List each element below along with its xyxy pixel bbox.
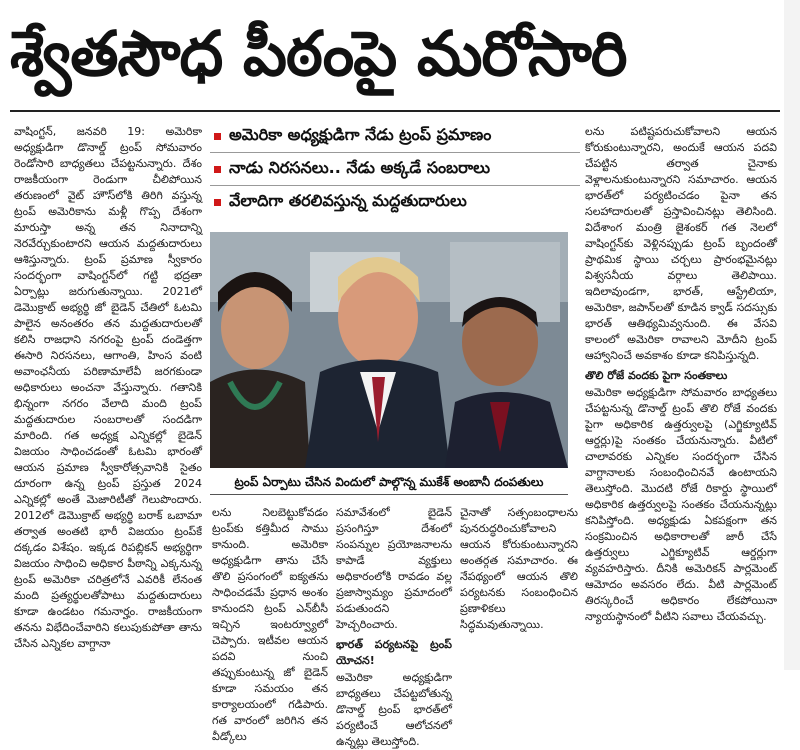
left-column <box>14 124 202 662</box>
deck-text: అమెరికా అధ్యక్షుడిగా నేడు ట్రంప్ ప్రమాణం <box>229 124 492 144</box>
bottom-column-2-text: సమావేశంలో బైడెన్ ప్రసంగిస్తూ దేశంలో సంపన్నుల ప్రయోజనాలను కాపాడే వ్యక్తులు అధికారంలోకి రావడం వల్ల ప్రజాస్వామ్యం ప్రమాదంలో పడుతుందని హెచ్చరించారు. <box>336 506 452 631</box>
news-photo <box>210 232 568 468</box>
right-column-text-after: అమెరికా అధ్యక్షుడిగా సోమవారం బాధ్యతలు చేపట్టనున్న డొనాల్డ్ ట్రంప్ తొలి రోజే వందకు పైగా అధికారిక ఉత్తర్వులపై (ఎగ్జిక్యూటివ్ ఆర్డర్లు)పై సంతకం చేయనున్నారు. వీటిలో చాలావరకు ఎన్నికల సందర్భంగా చేసిన వాగ్దానాలకు సంబంధించినవే ఉంటాయని తెలుస్తోంది. మొదటి రోజే రికార్డు స్థాయిలో అధికారిక ఉత్తర్వులపై సంతకం చేయనున్నట్లు కనిపిస్తోంది. అధ్యక్షుడు ఏకపక్షంగా తన సంక్రమించిన అధికారాలతో జారీ చేసే ఉత్తర్వులు ఎగ్జిక్యూటివ్ ఆర్డర్లుగా వ్యవహరిస్తారు. దీనికి అమెరికన్ పార్లమెంట్ ఆమోదం అవసరం లేదు. వీటి పార్లమెంట్ తిరస్కరించే అధికారం లేకపోయినా న్యాయస్థానంలో వీటిని సవాలు చేయవచ్చు. <box>585 386 777 623</box>
photo-illustration <box>210 232 568 468</box>
left-column-text: వాషింగ్టన్, జనవరి 19: అమెరికా అధ్యక్షుడిగా డొనాల్డ్ ట్రంప్ సోమవారం రెండోసారి బాధ్యతలు చేపట్టనున్నారు. దేశం రాజకీయంగా రెండుగా చీలిపోయిన తరుణంలో వైట్ హౌస్‌లోకి తిరిగి వస్తున్న ట్రంప్ అమెరికాను మళ్లీ గొప్ప దేశంగా మారుస్తా అన్న తన నినాదాన్ని నెరవేర్చుకుంటారని ఆయన మద్దతుదారులు ఆశిస్తున్నారు. ట్రంప్ ప్రమాణ స్వీకారం సందర్భంగా వాషింగ్టన్‌లో గట్టి భద్రతా ఏర్పాట్లు జరుగుతున్నాయి. 2021లో డెమొక్రాట్ అభ్యర్థి జో బైడెన్ చేతిలో ఓటమి పాలైన అనంతరం తన మద్దతుదారులతో కలిసి రాజధాని నగరంపై ట్రంప్ దండెత్తగా ఈసారి నిరసనలు, ఆగాంతి, హింస వంటి అవాంఛనీయ పరిణామాలేవీ జరగకుండా అధికారులు అంచనా వేస్తున్నారు. గతానికి భిన్నంగా నగరం వేలాది మంది ట్రంప్ మద్దతుదారుల సంబరాలతో సందడిగా మారింది. గత అధ్యక్ష ఎన్నికల్లో బైడెన్ విజయం సాధించడంతో ఓటమి భారంతో ఆయన ప్రమాణ స్వీకారోత్సవానికి సైతం దూరంగా ఉన్న ట్రంప్ ప్రస్తుత 2024 ఎన్నికల్లో అంతే మెజారిటీతో గెలుపొందారు. 2012లో డెమొక్రాట్ అభ్యర్థి బరాక్ ఒబామా తర్వాత అంతటి భారీ విజయం ట్రంప్‌కే దక్కడం విశేషం. ఇక్కడ రిపబ్లికన్ అభ్యర్థిగా విజయం సాధించి అధికార పీఠాన్ని ఎక్కనున్న ట్రంప్ అమెరికా చరిత్రలోనే ఎవరికీ లేనంత మంది ప్రత్యర్థులతోపాటు మద్దతుదారులు కూడా ఉండటం గమనార్హం. రాజకీయంగా తనను విభేదించేవారిని కలుపుకుపోతా తాను చేసిన ఎన్నికల వాగ్దానా <box>14 125 202 650</box>
deck-item <box>210 120 580 153</box>
bottom-column-3 <box>460 505 578 663</box>
right-column <box>585 124 777 662</box>
red-bullet-icon <box>214 133 221 140</box>
deck-item <box>210 186 580 218</box>
photo-caption: ట్రంప్ ఏర్పాటు చేసిన విందులో పాల్గొన్న ముకేశ్ అంబానీ దంపతులు <box>210 470 568 495</box>
red-bullet-icon <box>214 166 221 173</box>
bottom-column-1-text: లను నిలబెట్టుకోవడం ట్రంప్‌కు కత్తిమీద సాము కానుంది. అమెరికా అధ్యక్షుడిగా తాను చేసే తొలి ప్రసంగంలో ఐక్యతను సాధించడమే ప్రధాన అంశం కానుందని ట్రంప్ ఎన్‌బీసీ ఇచ్చిన ఇంటర్వ్యూలో చెప్పారు. ఇటీవల ఆయన పదవి నుంచి తప్పుకుంటున్న జో బైడెన్ కూడా సమయం తన కార్యాలయంలో గడిపారు. గత వారంలో జరిగిన తన వీడ్కోలు <box>212 506 328 743</box>
deck-item <box>210 153 580 186</box>
bottom-column-1 <box>212 505 328 743</box>
right-column-text: లను పటిష్టపరుచుకోవాలని ఆయన కోరుకుంటున్నారని, అందుకే ఆయన పదవి చేపట్టిన తర్వాత చైనాకు వెళ్లాలనుకుంటున్నారని సమాచారం. ఆయన భారత్‌లో పర్యటించడం పైనా తన సలహాదారులతో ప్రస్తావించినట్లు తెలిసింది. విదేశాంగ మంత్రి జైశంకర్ గత నెలలో వాషింగ్టన్‌కు వెళ్లినప్పుడు ట్రంప్ బృందంతో ప్రాథమిక స్థాయి చర్చలు ప్రారంభమైనట్లు విశ్వసనీయ వర్గాలు తెలిపాయి. ఇదిలావుండగా, భారత్, ఆస్ట్రేలియా, అమెరికా, జపాన్‌లతో కూడిన క్వాడ్ సదస్సుకు భారత్ ఆతిథ్యమివ్వనుంది. ఈ వేసవి కాలంలో అమెరికా రావాలని మోదీని ట్రంప్ ఆహ్వానించే అవకాశం కూడా కనిపిస్తున్నది. <box>585 125 777 362</box>
bottom-column-2-text-after: అమెరికా అధ్యక్షుడిగా బాధ్యతలు చేపట్టబోతున్న డొనాల్డ్ ట్రంప్ భారత్‌లో పర్యటించే ఆలోచనలో ఉన్నట్లు తెలుస్తోంది. <box>336 671 452 748</box>
deck-text: నాడు నిరసనలు.. నేడు అక్కడే సంబరాలు <box>229 157 491 177</box>
deck-text: వేలాదిగా తరలివస్తున్న మద్దతుదారులు <box>229 190 467 210</box>
sub-headline-decks <box>210 120 580 228</box>
red-bullet-icon <box>214 199 221 206</box>
bottom-column-2-subheading: భారత్ పర్యటనపై ట్రంప్ యోచన! <box>336 638 452 667</box>
right-column-subheading: తొలి రోజే వందకు పైగా సంతకాలు <box>585 369 728 382</box>
bottom-column-3-text: చైనాతో సత్సంబంధాలను పునరుద్ధరించుకోవాలని ఆయన కోరుకుంటున్నారని అంతర్గత సమాచారం. ఈ నేపథ్యంలో ఆయన తొలి పర్యటనకు సంబంధించిన ప్రణాళికలు సిద్ధమవుతున్నాయి. <box>460 506 578 631</box>
page-edge <box>784 0 800 670</box>
headline-rule <box>10 110 780 112</box>
bottom-column-2 <box>336 505 452 748</box>
headline: శ్వేతసౌధ పీఠంపై మరోసారి <box>10 17 627 90</box>
